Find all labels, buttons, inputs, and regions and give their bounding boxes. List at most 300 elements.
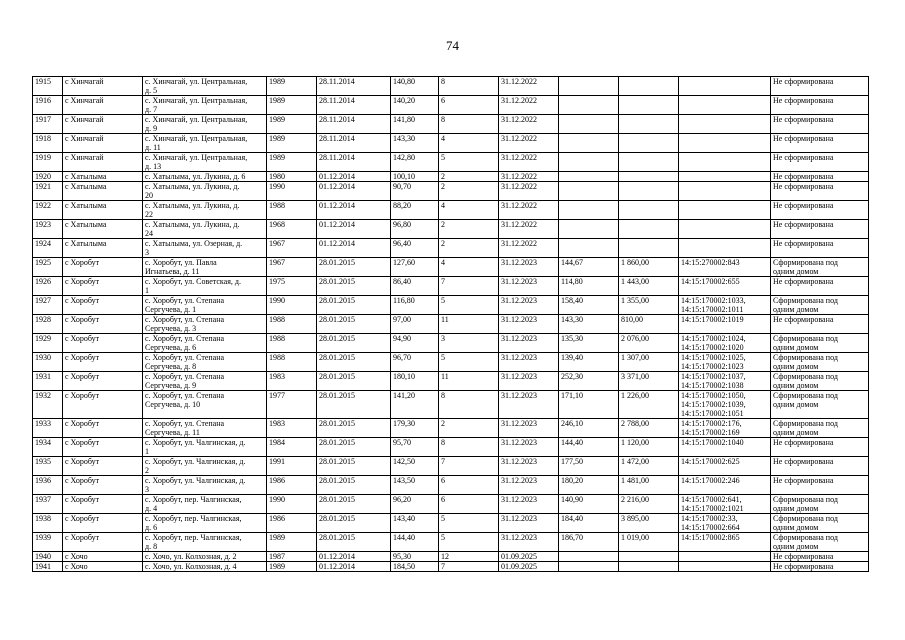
- page-number: 74: [446, 38, 459, 53]
- land-area-cell: 3 371,00: [619, 372, 679, 391]
- table-row: [33, 562, 869, 572]
- row-number-cell: 1941: [33, 562, 63, 572]
- area-cell: 140,80: [391, 77, 439, 96]
- land-area-cell: 2 788,00: [619, 419, 679, 438]
- area-cell: 141,80: [391, 115, 439, 134]
- land-area-cell: 1 355,00: [619, 296, 679, 315]
- row-number-cell: 1917: [33, 115, 63, 134]
- table-row: [33, 495, 869, 514]
- area-cell: 96,40: [391, 239, 439, 258]
- address-cell: с. Хоробут, ул. Чалгинская, д. 2: [143, 457, 267, 476]
- living-area-cell: [559, 115, 619, 134]
- land-area-cell: 1 860,00: [619, 258, 679, 277]
- build-year-cell: 1983: [267, 419, 317, 438]
- status-cell: Сформирована под одним домом: [771, 334, 869, 353]
- settlement-cell: с Хоробут: [63, 419, 143, 438]
- area-cell: 143,50: [391, 476, 439, 495]
- cadastral-number-cell: 14:15:170002:1025, 14:15:170002:1023: [679, 353, 771, 372]
- build-year-cell: 1989: [267, 562, 317, 572]
- address-cell: с. Хоробут, ул. Чалгинская, д. 3: [143, 476, 267, 495]
- status-cell: Не сформирована: [771, 77, 869, 96]
- status-cell: Сформирована под одним домом: [771, 533, 869, 552]
- status-cell: Сформирована под одним домом: [771, 372, 869, 391]
- table-row: [33, 315, 869, 334]
- cadastral-number-cell: [679, 115, 771, 134]
- status-cell: Не сформирована: [771, 438, 869, 457]
- living-area-cell: 135,30: [559, 334, 619, 353]
- cadastral-number-cell: 14:15:270002:843: [679, 258, 771, 277]
- count-cell: 6: [439, 96, 499, 115]
- row-number-cell: 1918: [33, 134, 63, 153]
- count-cell: 4: [439, 258, 499, 277]
- table-row: [33, 419, 869, 438]
- area-cell: 100,10: [391, 172, 439, 182]
- settlement-cell: с Хоробут: [63, 514, 143, 533]
- status-cell: Сформирована под одним домом: [771, 514, 869, 533]
- cadastral-number-cell: 14:15:170002:1037, 14:15:170002:1038: [679, 372, 771, 391]
- area-cell: 96,70: [391, 353, 439, 372]
- address-cell: с. Хинчагай, ул. Центральная, д. 5: [143, 77, 267, 96]
- date-cell: 28.01.2015: [317, 391, 391, 419]
- row-number-cell: 1916: [33, 96, 63, 115]
- count-cell: 7: [439, 457, 499, 476]
- row-number-cell: 1919: [33, 153, 63, 172]
- status-cell: Не сформирована: [771, 476, 869, 495]
- status-cell: Не сформирована: [771, 96, 869, 115]
- address-cell: с. Хочо, ул. Колхозная, д. 2: [143, 552, 267, 562]
- address-cell: с. Хоробут, ул. Павла Игнатьева, д. 11: [143, 258, 267, 277]
- settlement-cell: с Хинчагай: [63, 134, 143, 153]
- area-cell: 97,00: [391, 315, 439, 334]
- build-year-cell: 1987: [267, 552, 317, 562]
- status-cell: Сформирована под одним домом: [771, 258, 869, 277]
- table-row: [33, 353, 869, 372]
- date-cell: 28.01.2015: [317, 476, 391, 495]
- build-year-cell: 1986: [267, 476, 317, 495]
- living-area-cell: 246,10: [559, 419, 619, 438]
- living-area-cell: [559, 96, 619, 115]
- cadastral-number-cell: [679, 239, 771, 258]
- count-cell: 5: [439, 353, 499, 372]
- date-cell: 28.01.2015: [317, 495, 391, 514]
- row-number-cell: 1924: [33, 239, 63, 258]
- cadastral-number-cell: 14:15:170002:176, 14:15:170002:169: [679, 419, 771, 438]
- area-cell: 96,20: [391, 495, 439, 514]
- table-row: [33, 153, 869, 172]
- date-cell: 28.01.2015: [317, 533, 391, 552]
- row-number-cell: 1922: [33, 201, 63, 220]
- settlement-cell: с Хоробут: [63, 296, 143, 315]
- living-area-cell: [559, 562, 619, 572]
- cadastral-number-cell: [679, 77, 771, 96]
- land-area-cell: [619, 77, 679, 96]
- date-cell: 01.12.2014: [317, 552, 391, 562]
- build-year-cell: 1984: [267, 438, 317, 457]
- living-area-cell: 114,80: [559, 277, 619, 296]
- date-cell: 28.01.2015: [317, 438, 391, 457]
- cadastral-number-cell: [679, 552, 771, 562]
- build-year-cell: 1968: [267, 220, 317, 239]
- table-row: [33, 438, 869, 457]
- row-number-cell: 1939: [33, 533, 63, 552]
- table-row: [33, 372, 869, 391]
- build-year-cell: 1989: [267, 96, 317, 115]
- date-cell: 28.01.2015: [317, 353, 391, 372]
- cadastral-number-cell: [679, 134, 771, 153]
- land-area-cell: 1 472,00: [619, 457, 679, 476]
- cadastral-number-cell: 14:15:170002:1040: [679, 438, 771, 457]
- row-number-cell: 1921: [33, 182, 63, 201]
- row-number-cell: 1920: [33, 172, 63, 182]
- count-cell: 3: [439, 334, 499, 353]
- status-cell: Не сформирована: [771, 239, 869, 258]
- living-area-cell: [559, 153, 619, 172]
- land-area-cell: [619, 172, 679, 182]
- land-area-cell: [619, 239, 679, 258]
- settlement-cell: с Хоробут: [63, 476, 143, 495]
- settlement-cell: с Хоробут: [63, 391, 143, 419]
- settlement-cell: с Хоробут: [63, 372, 143, 391]
- settlement-cell: с Хоробут: [63, 457, 143, 476]
- settlement-cell: с Хинчагай: [63, 153, 143, 172]
- count-cell: 5: [439, 533, 499, 552]
- count-cell: 8: [439, 77, 499, 96]
- table-row: [33, 277, 869, 296]
- build-year-cell: 1991: [267, 457, 317, 476]
- deadline-cell: 31.12.2022: [499, 220, 559, 239]
- cadastral-number-cell: [679, 220, 771, 239]
- deadline-cell: 31.12.2023: [499, 438, 559, 457]
- land-area-cell: [619, 153, 679, 172]
- address-cell: с. Хинчагай, ул. Центральная, д. 11: [143, 134, 267, 153]
- deadline-cell: 01.09.2025: [499, 562, 559, 572]
- living-area-cell: 177,50: [559, 457, 619, 476]
- address-cell: с. Хоробут, ул. Степана Сергучева, д. 9: [143, 372, 267, 391]
- date-cell: 28.01.2015: [317, 419, 391, 438]
- living-area-cell: 143,30: [559, 315, 619, 334]
- build-year-cell: 1990: [267, 495, 317, 514]
- cadastral-number-cell: 14:15:170002:625: [679, 457, 771, 476]
- count-cell: 2: [439, 419, 499, 438]
- deadline-cell: 31.12.2023: [499, 476, 559, 495]
- deadline-cell: 31.12.2023: [499, 372, 559, 391]
- settlement-cell: с Хатылыма: [63, 239, 143, 258]
- address-cell: с. Хочо, ул. Колхозная, д. 4: [143, 562, 267, 572]
- build-year-cell: 1989: [267, 115, 317, 134]
- table-row: [33, 457, 869, 476]
- living-area-cell: 139,40: [559, 353, 619, 372]
- area-cell: 141,20: [391, 391, 439, 419]
- deadline-cell: 31.12.2023: [499, 495, 559, 514]
- date-cell: 28.01.2015: [317, 457, 391, 476]
- date-cell: 28.01.2015: [317, 334, 391, 353]
- count-cell: 12: [439, 552, 499, 562]
- area-cell: 88,20: [391, 201, 439, 220]
- deadline-cell: 31.12.2023: [499, 514, 559, 533]
- living-area-cell: [559, 239, 619, 258]
- living-area-cell: [559, 172, 619, 182]
- living-area-cell: 144,40: [559, 438, 619, 457]
- land-area-cell: 1 019,00: [619, 533, 679, 552]
- date-cell: 28.11.2014: [317, 96, 391, 115]
- deadline-cell: 31.12.2022: [499, 96, 559, 115]
- deadline-cell: 31.12.2022: [499, 201, 559, 220]
- row-number-cell: 1930: [33, 353, 63, 372]
- cadastral-number-cell: [679, 201, 771, 220]
- deadline-cell: 31.12.2023: [499, 419, 559, 438]
- settlement-cell: с Хатылыма: [63, 182, 143, 201]
- living-area-cell: [559, 201, 619, 220]
- count-cell: 2: [439, 172, 499, 182]
- land-area-cell: [619, 220, 679, 239]
- settlement-cell: с Хоробут: [63, 334, 143, 353]
- settlement-cell: с Хоробут: [63, 495, 143, 514]
- area-cell: 140,20: [391, 96, 439, 115]
- settlement-cell: с Хочо: [63, 562, 143, 572]
- cadastral-number-cell: 14:15:170002:246: [679, 476, 771, 495]
- cadastral-number-cell: [679, 182, 771, 201]
- land-area-cell: [619, 115, 679, 134]
- settlement-cell: с Хоробут: [63, 353, 143, 372]
- build-year-cell: 1980: [267, 172, 317, 182]
- status-cell: Не сформирована: [771, 134, 869, 153]
- address-cell: с. Хоробут, ул. Степана Сергучева, д. 10: [143, 391, 267, 419]
- deadline-cell: 31.12.2023: [499, 457, 559, 476]
- table-row: [33, 296, 869, 315]
- count-cell: 4: [439, 201, 499, 220]
- date-cell: 28.11.2014: [317, 77, 391, 96]
- land-area-cell: 1 120,00: [619, 438, 679, 457]
- living-area-cell: 144,67: [559, 258, 619, 277]
- date-cell: 28.01.2015: [317, 277, 391, 296]
- land-area-cell: [619, 182, 679, 201]
- count-cell: 6: [439, 495, 499, 514]
- build-year-cell: 1989: [267, 153, 317, 172]
- area-cell: 144,40: [391, 533, 439, 552]
- cadastral-number-cell: 14:15:170002:1019: [679, 315, 771, 334]
- settlement-cell: с Хатылыма: [63, 201, 143, 220]
- date-cell: 28.01.2015: [317, 372, 391, 391]
- count-cell: 7: [439, 562, 499, 572]
- status-cell: Сформирована под одним домом: [771, 353, 869, 372]
- cadastral-number-cell: 14:15:170002:1033, 14:15:170002:1011: [679, 296, 771, 315]
- area-cell: 90,70: [391, 182, 439, 201]
- date-cell: 28.01.2015: [317, 315, 391, 334]
- deadline-cell: 31.12.2023: [499, 334, 559, 353]
- address-cell: с. Хатылыма, ул. Лукина, д. 24: [143, 220, 267, 239]
- land-area-cell: [619, 96, 679, 115]
- area-cell: 86,40: [391, 277, 439, 296]
- address-cell: с. Хоробут, ул. Степана Сергучева, д. 11: [143, 419, 267, 438]
- status-cell: Сформирована под одним домом: [771, 419, 869, 438]
- living-area-cell: 171,10: [559, 391, 619, 419]
- row-number-cell: 1915: [33, 77, 63, 96]
- land-area-cell: 810,00: [619, 315, 679, 334]
- living-area-cell: 158,40: [559, 296, 619, 315]
- cadastral-number-cell: 14:15:170002:641, 14:15:170002:1021: [679, 495, 771, 514]
- address-cell: с. Хоробут, ул. Степана Сергучева, д. 1: [143, 296, 267, 315]
- deadline-cell: 31.12.2022: [499, 134, 559, 153]
- living-area-cell: 252,30: [559, 372, 619, 391]
- count-cell: 8: [439, 438, 499, 457]
- address-cell: с. Хатылыма, ул. Лукина, д. 20: [143, 182, 267, 201]
- area-cell: 94,90: [391, 334, 439, 353]
- date-cell: 28.01.2015: [317, 258, 391, 277]
- build-year-cell: 1967: [267, 258, 317, 277]
- date-cell: 28.01.2015: [317, 514, 391, 533]
- land-area-cell: [619, 201, 679, 220]
- living-area-cell: [559, 182, 619, 201]
- row-number-cell: 1928: [33, 315, 63, 334]
- table-row: [33, 96, 869, 115]
- build-year-cell: 1990: [267, 296, 317, 315]
- status-cell: Не сформирована: [771, 315, 869, 334]
- living-area-cell: [559, 552, 619, 562]
- table-row: [33, 172, 869, 182]
- land-area-cell: 1 481,00: [619, 476, 679, 495]
- date-cell: 01.12.2014: [317, 172, 391, 182]
- settlement-cell: с Хатылыма: [63, 220, 143, 239]
- date-cell: 01.12.2014: [317, 182, 391, 201]
- land-area-cell: 1 443,00: [619, 277, 679, 296]
- deadline-cell: 31.12.2023: [499, 533, 559, 552]
- area-cell: 127,60: [391, 258, 439, 277]
- table-row: [33, 334, 869, 353]
- deadline-cell: 31.12.2023: [499, 315, 559, 334]
- deadline-cell: 31.12.2023: [499, 391, 559, 419]
- count-cell: 11: [439, 315, 499, 334]
- date-cell: 01.12.2014: [317, 201, 391, 220]
- deadline-cell: 31.12.2022: [499, 239, 559, 258]
- table-row: [33, 201, 869, 220]
- area-cell: 179,30: [391, 419, 439, 438]
- deadline-cell: 31.12.2023: [499, 353, 559, 372]
- cadastral-number-cell: [679, 562, 771, 572]
- row-number-cell: 1925: [33, 258, 63, 277]
- build-year-cell: 1989: [267, 134, 317, 153]
- living-area-cell: [559, 77, 619, 96]
- table-row: [33, 134, 869, 153]
- address-cell: с. Хоробут, пер. Чалгинская, д. 4: [143, 495, 267, 514]
- address-cell: с. Хоробут, ул. Чалгинская, д. 1: [143, 438, 267, 457]
- address-cell: с. Хинчагай, ул. Центральная, д. 13: [143, 153, 267, 172]
- date-cell: 28.11.2014: [317, 115, 391, 134]
- settlement-cell: с Хатылыма: [63, 172, 143, 182]
- cadastral-number-cell: 14:15:170002:655: [679, 277, 771, 296]
- address-cell: с. Хатылыма, ул. Озерная, д. 3: [143, 239, 267, 258]
- cadastral-number-cell: 14:15:170002:1024, 14:15:170002:1020: [679, 334, 771, 353]
- living-area-cell: 184,40: [559, 514, 619, 533]
- row-number-cell: 1929: [33, 334, 63, 353]
- settlement-cell: с Хинчагай: [63, 115, 143, 134]
- date-cell: 28.11.2014: [317, 134, 391, 153]
- area-cell: 184,50: [391, 562, 439, 572]
- area-cell: 180,10: [391, 372, 439, 391]
- cadastral-number-cell: [679, 153, 771, 172]
- deadline-cell: 31.12.2022: [499, 153, 559, 172]
- settlement-cell: с Хоробут: [63, 258, 143, 277]
- status-cell: Не сформирована: [771, 115, 869, 134]
- count-cell: 8: [439, 391, 499, 419]
- table-row: [33, 476, 869, 495]
- build-year-cell: 1989: [267, 533, 317, 552]
- count-cell: 4: [439, 134, 499, 153]
- status-cell: Не сформирована: [771, 182, 869, 201]
- settlement-cell: с Хоробут: [63, 277, 143, 296]
- deadline-cell: 31.12.2023: [499, 296, 559, 315]
- deadline-cell: 31.12.2022: [499, 172, 559, 182]
- living-area-cell: [559, 134, 619, 153]
- row-number-cell: 1940: [33, 552, 63, 562]
- status-cell: Не сформирована: [771, 277, 869, 296]
- build-year-cell: 1990: [267, 182, 317, 201]
- address-cell: с. Хатылыма, ул. Лукина, д. 6: [143, 172, 267, 182]
- build-year-cell: 1986: [267, 514, 317, 533]
- address-cell: с. Хоробут, ул. Степана Сергучева, д. 3: [143, 315, 267, 334]
- status-cell: Сформирована под одним домом: [771, 391, 869, 419]
- table-row: [33, 77, 869, 96]
- count-cell: 5: [439, 296, 499, 315]
- table-row: [33, 533, 869, 552]
- table-row: [33, 258, 869, 277]
- row-number-cell: 1923: [33, 220, 63, 239]
- date-cell: 01.12.2014: [317, 220, 391, 239]
- land-area-cell: [619, 562, 679, 572]
- date-cell: 28.11.2014: [317, 153, 391, 172]
- row-number-cell: 1938: [33, 514, 63, 533]
- row-number-cell: 1934: [33, 438, 63, 457]
- living-area-cell: 140,90: [559, 495, 619, 514]
- build-year-cell: 1975: [267, 277, 317, 296]
- count-cell: 5: [439, 153, 499, 172]
- build-year-cell: 1988: [267, 334, 317, 353]
- address-cell: с. Хатылыма, ул. Лукина, д. 22: [143, 201, 267, 220]
- row-number-cell: 1932: [33, 391, 63, 419]
- status-cell: Сформирована под одним домом: [771, 495, 869, 514]
- status-cell: Не сформирована: [771, 562, 869, 572]
- date-cell: 01.12.2014: [317, 562, 391, 572]
- cadastral-number-cell: 14:15:170002:865: [679, 533, 771, 552]
- build-year-cell: 1988: [267, 315, 317, 334]
- status-cell: Не сформирована: [771, 201, 869, 220]
- address-cell: с. Хоробут, ул. Степана Сергучева, д. 8: [143, 353, 267, 372]
- address-cell: с. Хоробут, ул. Степана Сергучева, д. 6: [143, 334, 267, 353]
- area-cell: 142,50: [391, 457, 439, 476]
- date-cell: 01.12.2014: [317, 239, 391, 258]
- area-cell: 142,80: [391, 153, 439, 172]
- settlement-cell: с Хинчагай: [63, 96, 143, 115]
- cadastral-number-cell: [679, 172, 771, 182]
- land-area-cell: 1 226,00: [619, 391, 679, 419]
- status-cell: Не сформирована: [771, 220, 869, 239]
- settlement-cell: с Хочо: [63, 552, 143, 562]
- row-number-cell: 1937: [33, 495, 63, 514]
- address-cell: с. Хинчагай, ул. Центральная, д. 7: [143, 96, 267, 115]
- date-cell: 28.01.2015: [317, 296, 391, 315]
- area-cell: 116,80: [391, 296, 439, 315]
- deadline-cell: 31.12.2022: [499, 115, 559, 134]
- status-cell: Не сформирована: [771, 153, 869, 172]
- table-row: [33, 182, 869, 201]
- area-cell: 96,80: [391, 220, 439, 239]
- table-row: [33, 552, 869, 562]
- count-cell: 2: [439, 239, 499, 258]
- row-number-cell: 1931: [33, 372, 63, 391]
- count-cell: 2: [439, 182, 499, 201]
- land-area-cell: [619, 552, 679, 562]
- land-area-cell: [619, 134, 679, 153]
- count-cell: 7: [439, 277, 499, 296]
